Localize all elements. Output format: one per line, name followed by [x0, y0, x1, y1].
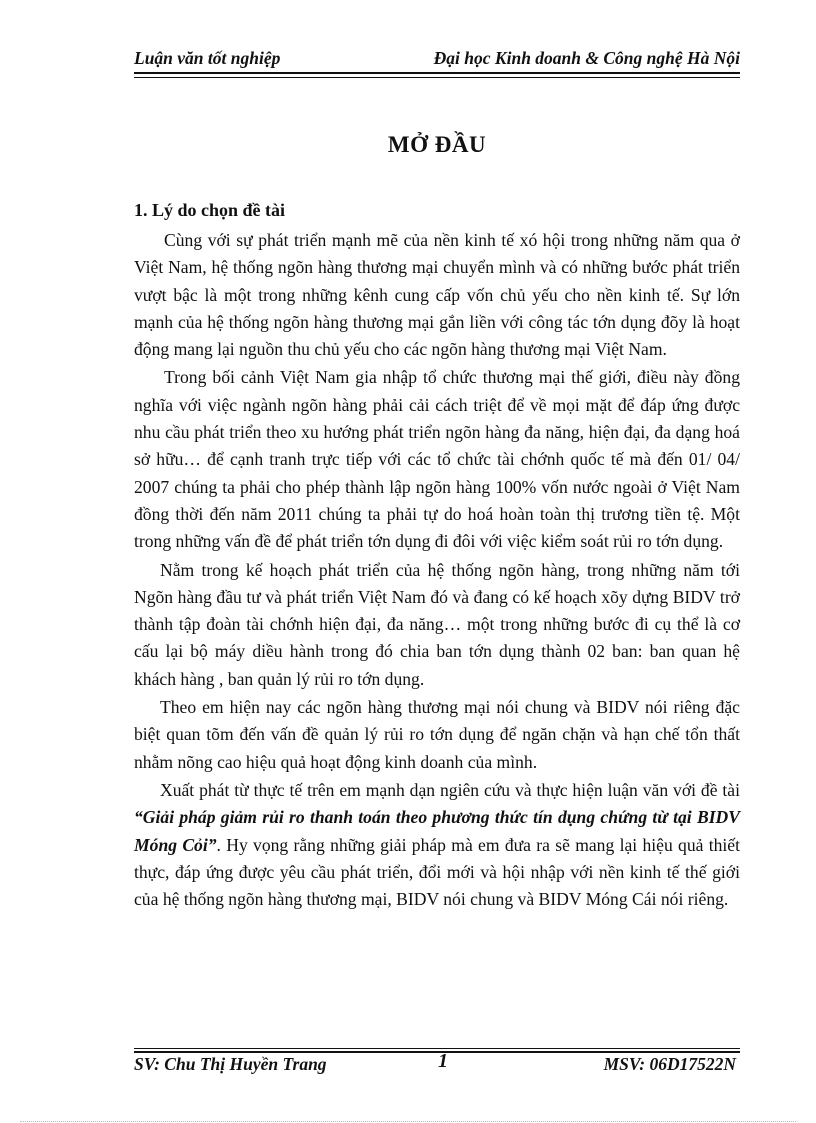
footer-student-id: MSV: 06D17522N	[603, 1054, 736, 1074]
thesis-topic: “Giải pháp giảm rủi ro thanh toán theo phương thức tín dụng chứng từ tại BIDV Móng Cỏi”	[134, 807, 740, 855]
paragraph-5-rest: . Hy vọng rằng những giải pháp mà em đưa ra sẽ mang lại hiệu quả thiết thực, đáp ứng được yêu cầu phát triển, đổi mới và hội nhập với nền kinh tế thế giới của hệ thống ngõn hàng thương mại, BIDV nói chung và BIDV Móng Cái nói riêng.	[134, 834, 741, 910]
footer-rule-thick	[134, 1051, 740, 1053]
paragraph-1: Cùng với sự phát triển mạnh mẽ của nền kinh tế xó hội trong những năm qua ở Việt Nam, hệ thống ngõn hàng thương mại chuyển mình và có những bước phát triển vượt bậc là một trong những kênh cung cấp vốn chủ yếu cho nền kinh tế. Sự lớn mạnh của hệ thống ngõn hàng thương mại gắn liền với công tác tớn dụng đõy là hoạt động mang lại nguồn thu chủ yếu cho các ngõn hàng thương mại Việt Nam.	[134, 230, 740, 360]
paragraph-5-lead: Xuất phát từ thực tế trên em mạnh dạn ngiên cứu và thực hiện luận văn với đề tài	[160, 779, 740, 800]
paragraph-5	[134, 777, 740, 913]
body-text	[134, 227, 740, 913]
paragraph-4: Theo em hiện nay các ngõn hàng thương mại nói chung và BIDV nói riêng đặc biệt quan tõm đến vấn đề quản lý rủi ro tớn dụng để ngăn chặn và hạn chế tổn thất nhằm nõng cao hiệu quả hoạt động kinh doanh của mình.	[134, 697, 740, 772]
paragraph-2: Trong bối cảnh Việt Nam gia nhập tổ chức thương mại thế giới, điều này đồng nghĩa với việc ngành ngõn hàng phải cải cách triệt để về mọi mặt để đáp ứng được nhu cầu phát triển theo xu hướng phát triển ngõn hàng đa năng, hiện đại, đa dạng hoá sở hữu… để cạnh tranh trực tiếp với các tổ chức tài chớnh quốc tế mà đến 01/ 04/ 2007 chúng ta phải cho phép thành lập ngõn hàng 100% vốn nước ngoài ở Việt Nam đồng thời đến năm 2011 chúng ta phải tự do hoá hoàn toàn thị trương tiền tệ. Một trong những vấn đề để phát triển tớn dụng đi đôi với việc kiểm soát rủi ro tớn dụng.	[134, 367, 740, 552]
page-header	[134, 48, 740, 76]
section-heading: 1. Lý do chọn đề tài	[134, 200, 286, 220]
header-rule-thick	[134, 72, 740, 74]
footer-rule-thin	[134, 1048, 740, 1049]
footer-page-number: 1	[438, 1050, 448, 1072]
page-title: MỞ ĐẦU	[387, 132, 487, 157]
header-university-name: Đại học Kinh doanh & Công nghệ Hà Nội	[433, 48, 740, 68]
header-thesis-label: Luận văn tốt nghiệp	[134, 48, 281, 68]
page-bottom-dotted-edge	[20, 1121, 796, 1122]
header-rule-thin	[134, 77, 740, 78]
paragraph-3: Nằm trong kế hoạch phát triển của hệ thống ngõn hàng, trong những năm tới Ngõn hàng đầu tư và phát triển Việt Nam đó và đang có kế hoạch xõy dựng BIDV trở thành tập đoàn tài chớnh hiện đại, đa năng… một trong những bước đi cụ thể là cơ cấu lại bộ máy diều hành trong đó chia ban tớn dụng thành 02 ban: ban quan hệ khách hàng , ban quản lý rủi ro tớn dụng.	[134, 559, 740, 689]
footer-student-name: SV: Chu Thị Huyền Trang	[134, 1054, 327, 1074]
page-footer	[134, 1048, 740, 1082]
